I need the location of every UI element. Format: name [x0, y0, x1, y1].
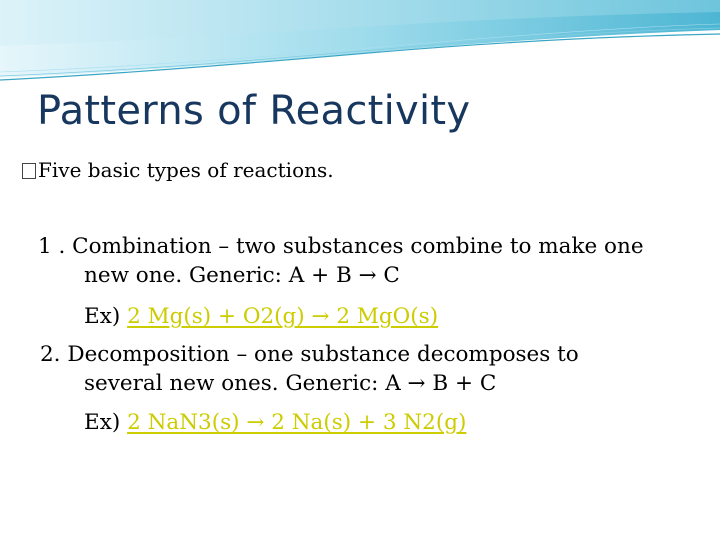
- item1-line1: 1 . Combination – two substances combine to make one: [38, 234, 644, 259]
- item1-line2: new one. Generic: A + B → C: [84, 263, 400, 288]
- item1-example: [84, 304, 438, 329]
- item2-example-label: Ex): [84, 410, 121, 435]
- bullet-box-icon: [22, 163, 36, 179]
- item2-line2: several new ones. Generic: A → B + C: [84, 371, 497, 396]
- item1-example-equation: 2 Mg(s) + O2(g) → 2 MgO(s): [127, 304, 439, 329]
- item2-line1: 2. Decomposition – one substance decomposes to: [40, 342, 579, 367]
- bullet-item: [22, 158, 334, 182]
- item2-example: [84, 410, 466, 435]
- slide-title: Patterns of Reactivity: [37, 88, 471, 134]
- item2-example-equation: 2 NaN3(s) → 2 Na(s) + 3 N2(g): [127, 410, 467, 435]
- bullet-text: Five basic types of reactions.: [38, 158, 334, 182]
- header-wave-decoration: [0, 0, 720, 95]
- item1-example-label: Ex): [84, 304, 121, 329]
